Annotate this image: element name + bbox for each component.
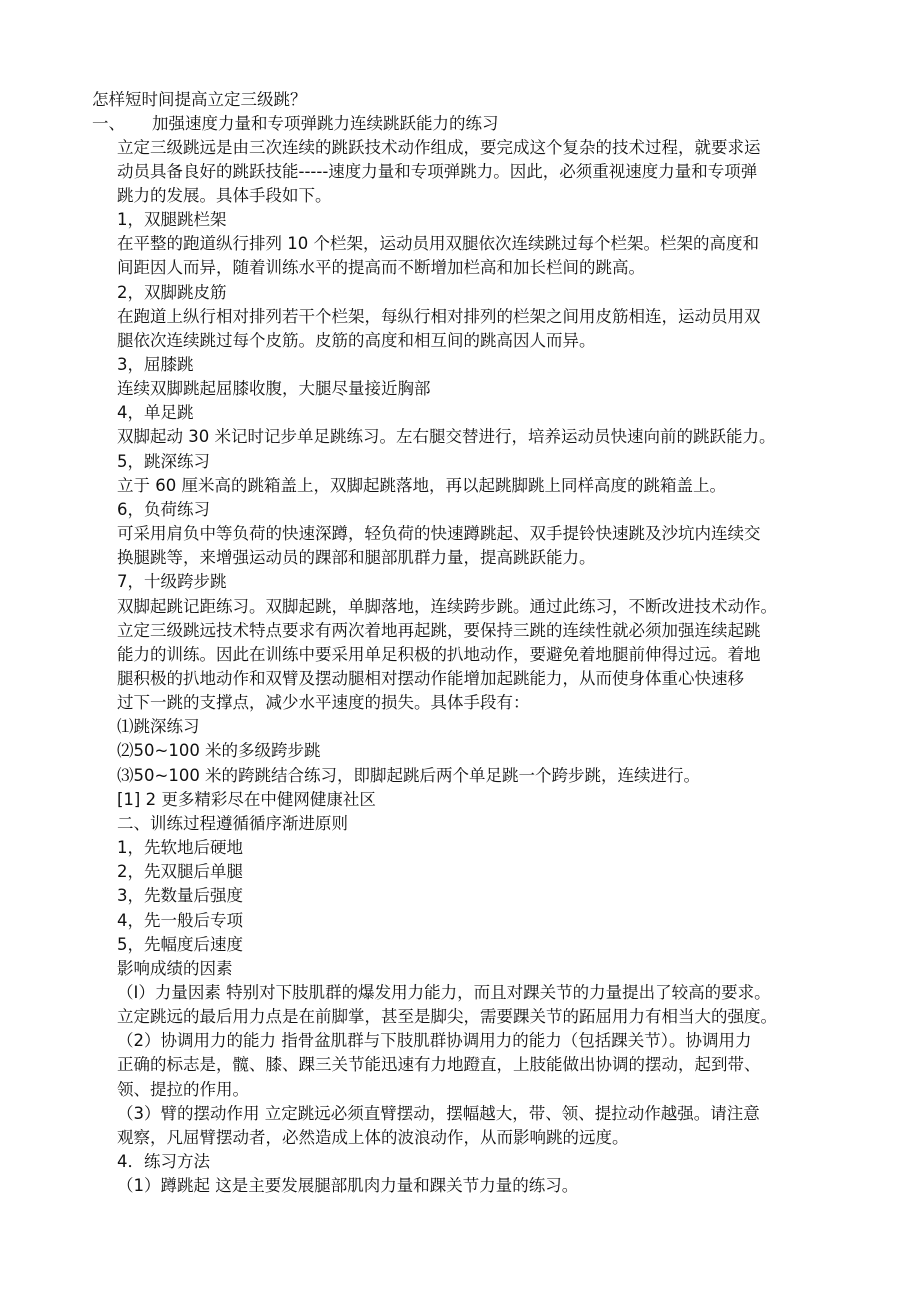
paragraph-line: 立定三级跳远是由三次连续的跳跃技术动作组成，要完成这个复杂的技术过程，就要求运 — [117, 138, 761, 157]
sub-item: ⑶50~100 米的跨跳结合练习，即脚起跳后两个单足跳一个跨步跳，连续进行。 — [117, 766, 701, 785]
item-title: 4，单足跳 — [117, 403, 194, 422]
paragraph-line: 能力的训练。因此在训练中要采用单足积极的扒地动作，要避免着地腿前伸得过远。着地 — [117, 645, 761, 664]
paragraph-line: 可采用肩负中等负荷的快速深蹲，轻负荷的快速蹲跳起、双手提铃快速跳及沙坑内连续交 — [117, 524, 761, 543]
section1-heading-text: 加强速度力量和专项弹跳力连续跳跃能力的练习 — [152, 114, 499, 133]
list-item: 1，先软地后硬地 — [117, 838, 243, 857]
paragraph-line: （3）臂的摆动作用 立定跳远必须直臂摆动，摆幅越大，带、领、提拉动作越强。请注意 — [117, 1104, 760, 1123]
paragraph-line: 立定三级跳远技术特点要求有两次着地再起跳，要保持三跳的连续性就必须加强连续起跳 — [117, 621, 761, 640]
doc-title: 怎样短时间提高立定三级跳？ — [92, 90, 307, 109]
paragraph-line: 连续双脚跳起屈膝收腹，大腿尽量接近胸部 — [117, 379, 431, 398]
paragraph-line: 正确的标志是，髋、膝、踝三关节能迅速有力地蹬直，上肢能做出协调的摆动，起到带、 — [117, 1055, 761, 1074]
paragraph-line: 动员具备良好的跳跃技能-----速度力量和专项弹跳力。因此，必须重视速度力量和专项弹 — [117, 162, 758, 181]
item-title: 3，屈膝跳 — [117, 355, 194, 374]
sub-item: ⑵50~100 米的多级跨步跳 — [117, 741, 321, 760]
paragraph-line: 立于 60 厘米高的跳箱盖上，双脚起跳落地，再以起跳脚跳上同样高度的跳箱盖上。 — [117, 476, 726, 495]
list-item: 2，先双腿后单腿 — [117, 862, 243, 881]
section1-heading — [92, 112, 499, 136]
section2-heading: 二、训练过程遵循循序渐进原则 — [117, 814, 348, 833]
item-title: 6，负荷练习 — [117, 500, 210, 519]
paragraph-line: 腿依次连续跳过每个皮筋。皮筋的高度和相互间的跳高因人而异。 — [117, 331, 596, 350]
footer-link[interactable]: [1] 2 更多精彩尽在中健网健康社区 — [117, 790, 376, 809]
paragraph-line: 换腿跳等，来增强运动员的踝部和腿部肌群力量，提高跳跃能力。 — [117, 548, 596, 567]
paragraph-line: （I）力量因素 特别对下肢肌群的爆发用力能力，而且对踝关节的力量提出了较高的要求。 — [117, 983, 771, 1002]
paragraph-line: 腿积极的扒地动作和双臂及摆动腿相对摆动作能增加起跳能力，从而使身体重心快速移 — [117, 669, 744, 688]
paragraph-line: 跳力的发展。具体手段如下。 — [117, 186, 332, 205]
section1-number: 一、 — [92, 114, 125, 133]
list-item: 4，先一般后专项 — [117, 911, 243, 930]
sub-item: ⑴跳深练习 — [117, 717, 200, 736]
item-title: 5，跳深练习 — [117, 452, 210, 471]
item-title: 2，双脚跳皮筋 — [117, 283, 227, 302]
paragraph-line: 过下一跳的支撑点，减少水平速度的损失。具体手段有： — [117, 693, 530, 712]
paragraph-line: 在跑道上纵行相对排列若干个栏架，每纵行相对排列的栏架之间用皮筋相连，运动员用双 — [117, 307, 761, 326]
paragraph-line: 立定跳远的最后用力点是在前脚掌，甚至是脚尖，需要踝关节的跖屈用力有相当大的强度。 — [117, 1007, 777, 1026]
paragraph-line: 观察，凡屈臂摆动者，必然造成上体的波浪动作，从而影响跳的远度。 — [117, 1128, 629, 1147]
factors-heading: 影响成绩的因素 — [117, 959, 233, 978]
list-item: 3，先数量后强度 — [117, 886, 243, 905]
paragraph-line: 双脚起动 30 米记时记步单足跳练习。左右腿交替进行，培养运动员快速向前的跳跃能力。 — [117, 427, 776, 446]
item-title: 7，十级跨步跳 — [117, 572, 227, 591]
paragraph-line: 在平整的跑道纵行排列 10 个栏架，运动员用双腿依次连续跳过每个栏架。栏架的高度和 — [117, 234, 759, 253]
item-title: 1，双腿跳栏架 — [117, 210, 227, 229]
paragraph-line: （2）协调用力的能力 指骨盆肌群与下肢肌群协调用力的能力（包括踝关节）。协调用力 — [117, 1031, 752, 1050]
paragraph-line: 间距因人而异，随着训练水平的提高而不断增加栏高和加长栏间的跳高。 — [117, 258, 645, 277]
list-item: 5，先幅度后速度 — [117, 935, 243, 954]
paragraph-line: 双脚起跳记距练习。双脚起跳，单脚落地，连续跨步跳。通过此练习，不断改进技术动作。 — [117, 597, 777, 616]
paragraph-line: （1）蹲跳起 这是主要发展腿部肌肉力量和踝关节力量的练习。 — [117, 1176, 579, 1195]
paragraph-line: 领、提拉的作用。 — [117, 1080, 249, 1099]
methods-heading: 4．练习方法 — [117, 1152, 210, 1171]
